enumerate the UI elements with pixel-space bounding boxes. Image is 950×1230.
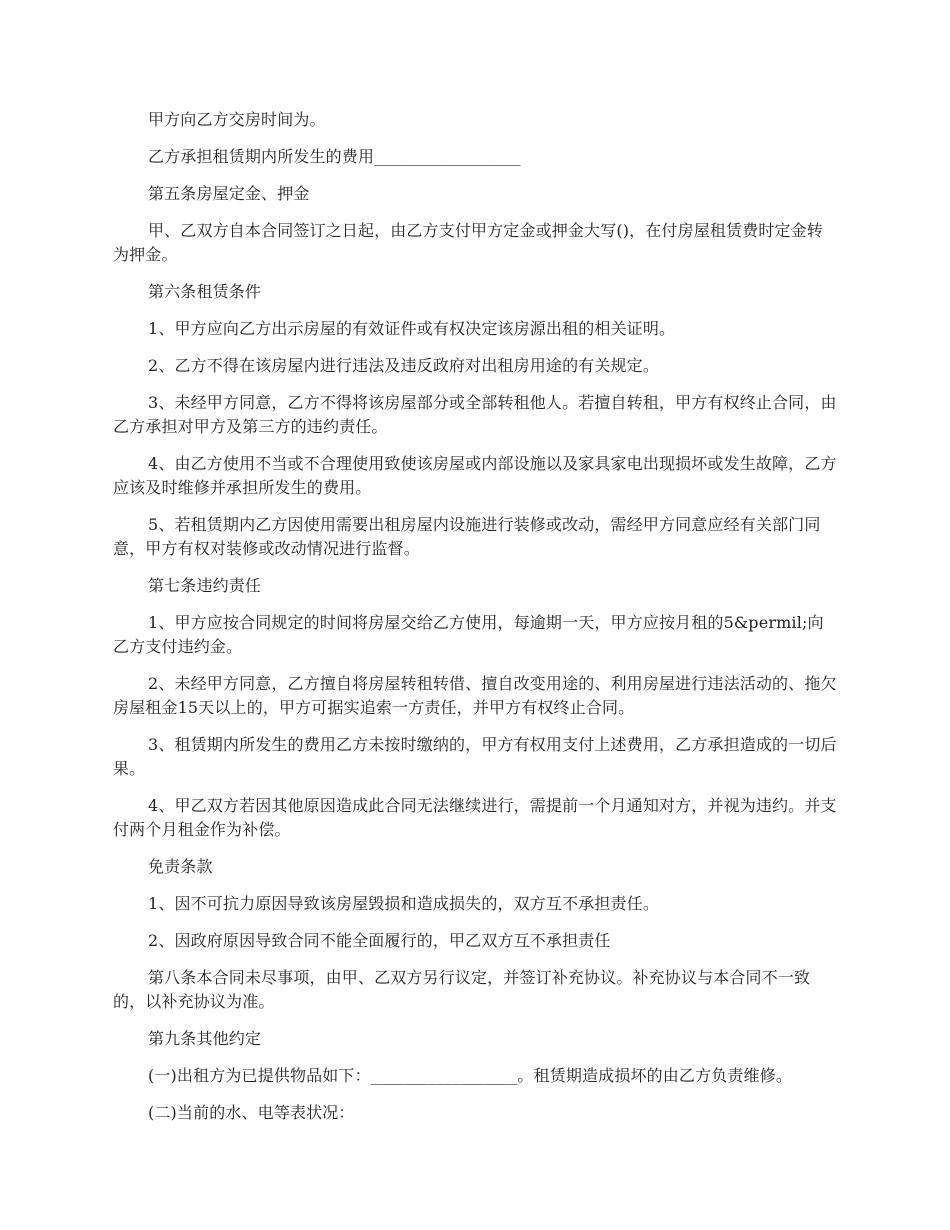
clause-6-3: 3、未经甲方同意，乙方不得将该房屋部分或全部转租他人。若擅自转租，甲方有权终止合同，由乙方承担对甲方及第三方的违约责任。 [113,393,837,436]
clause-9-2: (二)当前的水、电等表状况： [148,1103,355,1122]
heading-article-5: 第五条房屋定金、押金 [148,184,310,203]
clause-6-1: 1、甲方应向乙方出示房屋的有效证件或有权决定该房源出租的相关证明。 [148,319,676,338]
clause-6-5: 5、若租赁期内乙方因使用需要出租房屋内设施进行装修或改动，需经甲方同意应经有关部门同意，甲方有权对装修或改动情况进行监督。 [113,515,821,558]
clause-7-4: 4、甲乙双方若因其他原因造成此合同无法继续进行，需提前一个月通知对方，并视为违约。并支付两个月租金作为补偿。 [113,796,837,839]
paragraph-deposit: 甲、乙双方自本合同签订之日起，由乙方支付甲方定金或押金大写()，在付房屋租赁费时定金转为押金。 [113,221,823,264]
paragraph-handover-time: 甲方向乙方交房时间为。 [148,110,326,129]
heading-article-6: 第六条租赁条件 [148,282,262,301]
clause-7-1: 1、甲方应按合同规定的时间将房屋交给乙方使用，每逾期一天，甲方应按月租的5&permil;向乙方支付违约金。 [113,613,824,656]
exemption-1: 1、因不可抗力原因导致该房屋毁损和造成损失的，双方互不承担责任。 [148,894,659,913]
clause-6-4: 4、由乙方使用不当或不合理使用致使该房屋或内部设施以及家具家电出现损坏或发生故障，乙方应该及时维修并承担所发生的费用。 [113,454,837,497]
exemption-2: 2、因政府原因导致合同不能全面履行的，甲乙双方互不承担责任 [148,931,611,950]
heading-exemption: 免责条款 [148,857,213,876]
paragraph-tenant-fees: 乙方承担租赁期内所发生的费用__________________ [148,147,521,166]
clause-9-1: (一)出租方为已提供物品如下：__________________。租赁期造成损坏的由乙方负责维修。 [148,1066,792,1085]
article-8: 第八条本合同未尽事项，由甲、乙双方另行议定，并签订补充协议。补充协议与本合同不一致的，以补充协议为准。 [113,968,811,1011]
clause-7-2: 2、未经甲方同意，乙方擅自将房屋转租转借、擅自改变用途的、利用房屋进行违法活动的、拖欠房屋租金15天以上的，甲方可据实追索一方责任，并甲方有权终止合同。 [113,674,837,717]
heading-article-9: 第九条其他约定 [148,1029,262,1048]
heading-article-7: 第七条违约责任 [148,576,262,595]
clause-6-2: 2、乙方不得在该房屋内进行违法及违反政府对出租房用途的有关规定。 [148,356,659,375]
clause-7-3: 3、租赁期内所发生的费用乙方未按时缴纳的，甲方有权用支付上述费用，乙方承担造成的一切后果。 [113,735,837,778]
